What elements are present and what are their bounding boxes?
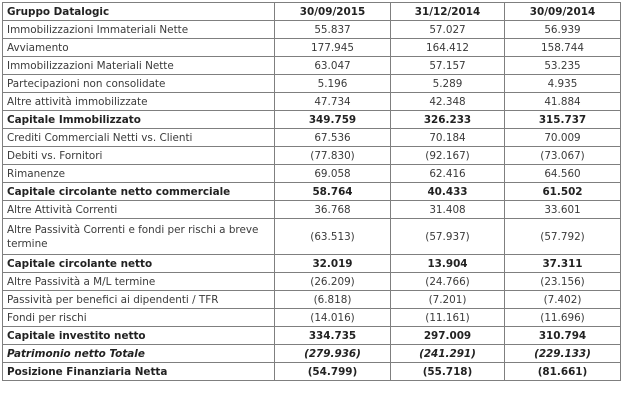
table-row	[3, 147, 621, 165]
row-value-col-2: 164.412	[391, 39, 505, 57]
row-label: Altre Passività a M/L termine	[3, 273, 275, 291]
row-value-col-2: (241.291)	[391, 345, 505, 363]
table-row	[3, 111, 621, 129]
table-row	[3, 255, 621, 273]
row-value-col-1: 334.735	[275, 327, 391, 345]
row-label: Immobilizzazioni Materiali Nette	[3, 57, 275, 75]
row-label: Posizione Finanziaria Netta	[3, 363, 275, 381]
row-value-col-1: (279.936)	[275, 345, 391, 363]
table-row	[3, 183, 621, 201]
row-value-col-3: 310.794	[505, 327, 621, 345]
row-value-col-1: 55.837	[275, 21, 391, 39]
row-value-col-1: 177.945	[275, 39, 391, 57]
row-value-col-1: 349.759	[275, 111, 391, 129]
row-value-col-1: 67.536	[275, 129, 391, 147]
balance-sheet-table	[2, 2, 621, 381]
row-value-col-2: 40.433	[391, 183, 505, 201]
table-row	[3, 21, 621, 39]
row-value-col-2: 70.184	[391, 129, 505, 147]
row-value-col-1: (14.016)	[275, 309, 391, 327]
row-value-col-1: 69.058	[275, 165, 391, 183]
row-label: Crediti Commerciali Netti vs. Clienti	[3, 129, 275, 147]
row-label: Altre Attività Correnti	[3, 201, 275, 219]
row-value-col-3: (11.696)	[505, 309, 621, 327]
row-value-col-2: 62.416	[391, 165, 505, 183]
row-value-col-3: (81.661)	[505, 363, 621, 381]
row-value-col-2: 297.009	[391, 327, 505, 345]
row-value-col-3: (57.792)	[505, 219, 621, 255]
header-date-3: 30/09/2014	[505, 3, 621, 21]
row-value-col-3: 4.935	[505, 75, 621, 93]
row-value-col-2: (24.766)	[391, 273, 505, 291]
row-value-col-3: 158.744	[505, 39, 621, 57]
row-value-col-3: (229.133)	[505, 345, 621, 363]
row-value-col-2: 13.904	[391, 255, 505, 273]
row-value-col-3: 41.884	[505, 93, 621, 111]
row-label: Rimanenze	[3, 165, 275, 183]
row-value-col-2: (7.201)	[391, 291, 505, 309]
row-label: Capitale circolante netto	[3, 255, 275, 273]
row-value-col-3: 70.009	[505, 129, 621, 147]
row-value-col-1: 63.047	[275, 57, 391, 75]
row-label: Avviamento	[3, 39, 275, 57]
row-label: Altre Passività Correnti e fondi per rischi a breve termine	[3, 219, 275, 255]
row-value-col-2: 42.348	[391, 93, 505, 111]
table-row	[3, 273, 621, 291]
row-label: Immobilizzazioni Immateriali Nette	[3, 21, 275, 39]
table-row	[3, 345, 621, 363]
row-value-col-2: (92.167)	[391, 147, 505, 165]
table-row	[3, 39, 621, 57]
row-label: Partecipazioni non consolidate	[3, 75, 275, 93]
row-value-col-1: (54.799)	[275, 363, 391, 381]
row-value-col-2: (55.718)	[391, 363, 505, 381]
row-value-col-3: 61.502	[505, 183, 621, 201]
table-row	[3, 165, 621, 183]
table-row	[3, 93, 621, 111]
table-row	[3, 219, 621, 255]
row-value-col-3: (73.067)	[505, 147, 621, 165]
row-value-col-1: (77.830)	[275, 147, 391, 165]
table-row	[3, 291, 621, 309]
table-row	[3, 363, 621, 381]
row-value-col-1: (26.209)	[275, 273, 391, 291]
header-row	[3, 3, 621, 21]
row-label: Capitale Immobilizzato	[3, 111, 275, 129]
row-value-col-2: 57.157	[391, 57, 505, 75]
row-value-col-3: 33.601	[505, 201, 621, 219]
table-row	[3, 201, 621, 219]
row-value-col-1: 47.734	[275, 93, 391, 111]
balance-sheet-container	[2, 2, 621, 381]
table-row	[3, 129, 621, 147]
row-label: Capitale circolante netto commerciale	[3, 183, 275, 201]
table-row	[3, 57, 621, 75]
row-label: Capitale investito netto	[3, 327, 275, 345]
row-value-col-2: 31.408	[391, 201, 505, 219]
table-row	[3, 327, 621, 345]
row-value-col-1: 32.019	[275, 255, 391, 273]
row-value-col-2: (11.161)	[391, 309, 505, 327]
table-row	[3, 309, 621, 327]
row-value-col-3: 315.737	[505, 111, 621, 129]
row-value-col-3: 56.939	[505, 21, 621, 39]
header-date-2: 31/12/2014	[391, 3, 505, 21]
row-value-col-3: (7.402)	[505, 291, 621, 309]
row-value-col-1: (6.818)	[275, 291, 391, 309]
row-value-col-3: 37.311	[505, 255, 621, 273]
row-value-col-3: 53.235	[505, 57, 621, 75]
row-value-col-2: (57.937)	[391, 219, 505, 255]
row-value-col-2: 5.289	[391, 75, 505, 93]
row-value-col-3: (23.156)	[505, 273, 621, 291]
row-value-col-1: 36.768	[275, 201, 391, 219]
table-body	[3, 21, 621, 381]
header-date-1: 30/09/2015	[275, 3, 391, 21]
row-value-col-1: 5.196	[275, 75, 391, 93]
row-value-col-2: 57.027	[391, 21, 505, 39]
row-label: Debiti vs. Fornitori	[3, 147, 275, 165]
header-group-label: Gruppo Datalogic	[3, 3, 275, 21]
row-label: Passività per benefici ai dipendenti / TFR	[3, 291, 275, 309]
row-label: Fondi per rischi	[3, 309, 275, 327]
row-value-col-3: 64.560	[505, 165, 621, 183]
row-value-col-1: (63.513)	[275, 219, 391, 255]
row-label: Patrimonio netto Totale	[3, 345, 275, 363]
row-value-col-2: 326.233	[391, 111, 505, 129]
row-value-col-1: 58.764	[275, 183, 391, 201]
row-label: Altre attività immobilizzate	[3, 93, 275, 111]
table-row	[3, 75, 621, 93]
